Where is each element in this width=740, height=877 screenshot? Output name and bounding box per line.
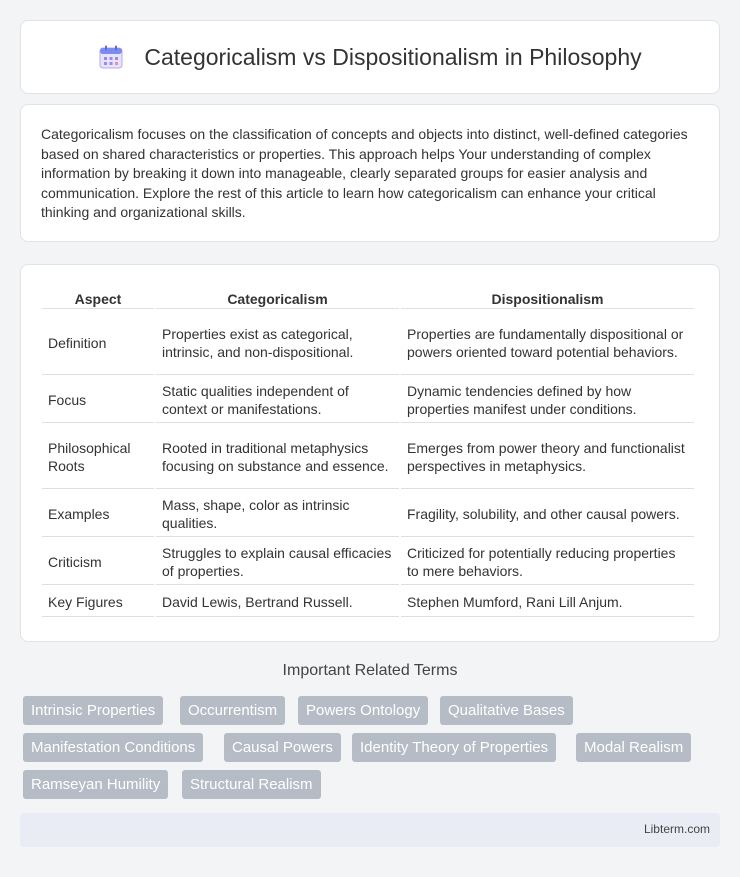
- row-categoricalism: Rooted in traditional metaphysics focusing on substance and essence.: [156, 425, 399, 489]
- table-row: [42, 377, 694, 423]
- intro-text: Categoricalism focuses on the classification of concepts and objects into distinct, well-defined categories based on shared characteristics or properties. This approach helps Your understanding of complex information by breaking it down into manageable, clearly separated groups for easier analysis and communication. Explore the rest of this article to learn how categoricalism can enhance your critical thinking and organizational skills.: [41, 126, 688, 221]
- row-dispositionalism: Criticized for potentially reducing properties to mere behaviors.: [401, 539, 694, 585]
- row-aspect: Key Figures: [42, 587, 154, 617]
- header-card: [20, 20, 720, 94]
- table-row: [42, 311, 694, 375]
- related-terms-title: Important Related Terms: [282, 662, 458, 679]
- related-term-tag[interactable]: Ramseyan Humility: [23, 770, 168, 799]
- row-categoricalism: Static qualities independent of context or manifestations.: [156, 377, 399, 423]
- related-term-tag[interactable]: Modal Realism: [576, 733, 691, 762]
- row-aspect: Philosophical Roots: [42, 425, 154, 489]
- header-dispositionalism: Dispositionalism: [401, 287, 694, 309]
- row-dispositionalism: Stephen Mumford, Rani Lill Anjum.: [401, 587, 694, 617]
- row-categoricalism: David Lewis, Bertrand Russell.: [156, 587, 399, 617]
- row-categoricalism: Struggles to explain causal efficacies of properties.: [156, 539, 399, 585]
- calendar-icon: [98, 44, 124, 70]
- related-term-tag[interactable]: Intrinsic Properties: [23, 696, 163, 725]
- table-row: [42, 539, 694, 585]
- comparison-card: [20, 264, 720, 642]
- footer-brand[interactable]: Libterm.com: [643, 822, 710, 836]
- comparison-table: [40, 285, 696, 619]
- related-term-tag[interactable]: Qualitative Bases: [440, 696, 573, 725]
- page-title: Categoricalism vs Dispositionalism in Philosophy: [144, 43, 642, 70]
- row-aspect: Definition: [42, 311, 154, 375]
- header-categoricalism: Categoricalism: [156, 287, 399, 309]
- row-categoricalism: Mass, shape, color as intrinsic qualities.: [156, 491, 399, 537]
- related-term-tag[interactable]: Powers Ontology: [298, 696, 428, 725]
- row-aspect: Focus: [42, 377, 154, 423]
- intro-card: [20, 104, 720, 242]
- related-term-tag[interactable]: Structural Realism: [182, 770, 321, 799]
- related-term-tag[interactable]: Identity Theory of Properties: [352, 733, 556, 762]
- footer: [20, 813, 720, 847]
- related-term-tag[interactable]: Causal Powers: [224, 733, 341, 762]
- row-dispositionalism: Properties are fundamentally dispositional or powers oriented toward potential behaviors.: [401, 311, 694, 375]
- table-row: [42, 491, 694, 537]
- row-dispositionalism: Emerges from power theory and functionalist perspectives in metaphysics.: [401, 425, 694, 489]
- table-header-row: [42, 287, 694, 309]
- row-dispositionalism: Dynamic tendencies defined by how properties manifest under conditions.: [401, 377, 694, 423]
- header-aspect: Aspect: [42, 287, 154, 309]
- row-aspect: Criticism: [42, 539, 154, 585]
- row-dispositionalism: Fragility, solubility, and other causal powers.: [401, 491, 694, 537]
- row-aspect: Examples: [42, 491, 154, 537]
- related-term-tag[interactable]: Occurrentism: [180, 696, 285, 725]
- table-row: [42, 587, 694, 617]
- row-categoricalism: Properties exist as categorical, intrinsic, and non-dispositional.: [156, 311, 399, 375]
- related-term-tag[interactable]: Manifestation Conditions: [23, 733, 203, 762]
- table-row: [42, 425, 694, 489]
